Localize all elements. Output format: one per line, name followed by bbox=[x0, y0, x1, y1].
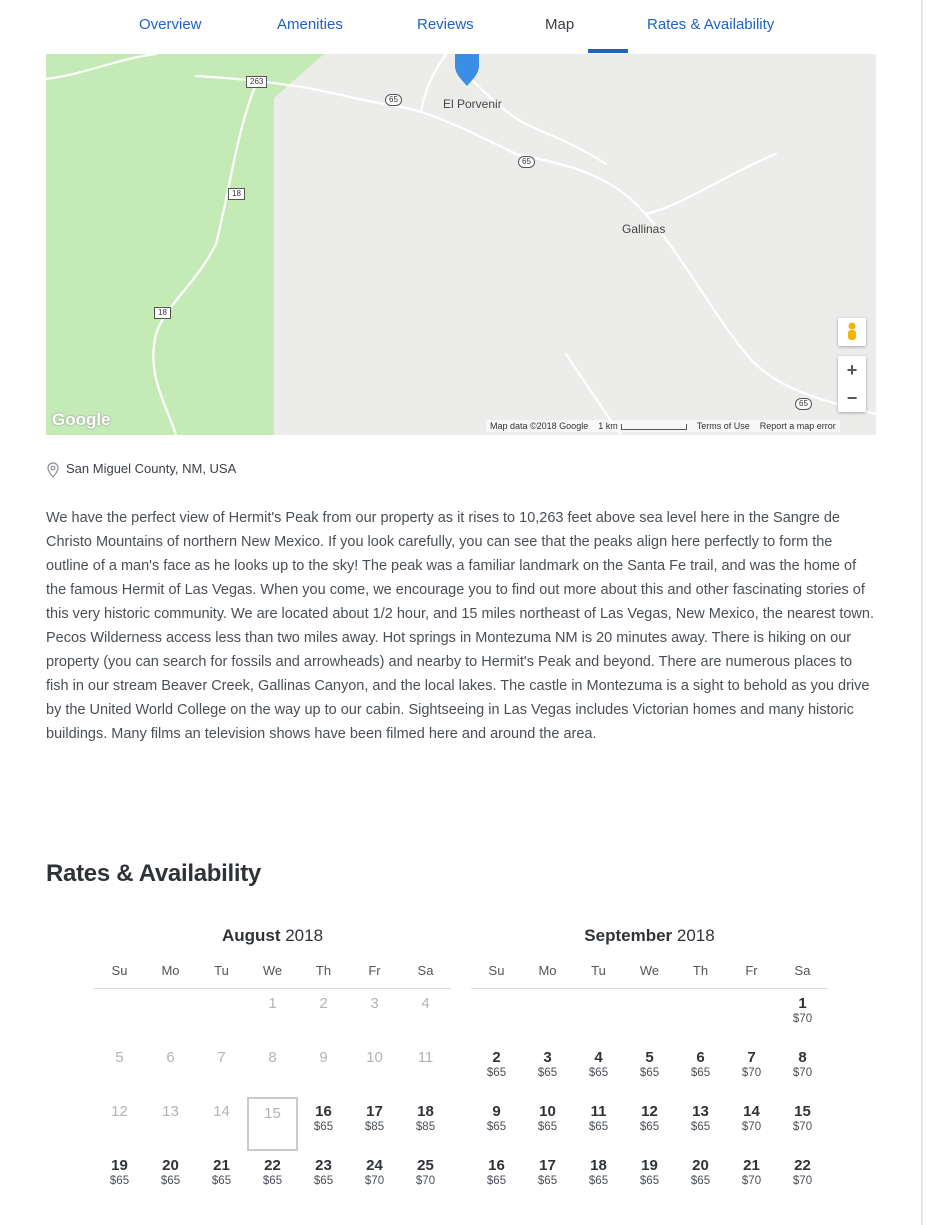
calendar-day[interactable] bbox=[471, 1043, 522, 1097]
tab-rates-availability[interactable]: Rates & Availability bbox=[647, 16, 775, 33]
calendar-day[interactable] bbox=[624, 1151, 675, 1205]
day-number: 9 bbox=[319, 1049, 328, 1066]
day-number: 18 bbox=[417, 1103, 434, 1120]
day-number: 21 bbox=[743, 1157, 760, 1174]
location-text: San Miguel County, NM, USA bbox=[66, 461, 237, 476]
property-map[interactable] bbox=[46, 54, 876, 435]
day-price: $65 bbox=[262, 1175, 283, 1187]
day-number: 6 bbox=[696, 1049, 705, 1066]
calendar-empty-cell bbox=[471, 989, 522, 1043]
day-price: $70 bbox=[415, 1175, 436, 1187]
rates-availability-heading: Rates & Availability bbox=[46, 860, 261, 887]
calendar-day[interactable] bbox=[777, 1043, 828, 1097]
route-shield-65-mid: 65 bbox=[518, 156, 535, 168]
calendar-empty-cell bbox=[573, 989, 624, 1043]
day-number: 13 bbox=[692, 1103, 709, 1120]
day-number: 9 bbox=[492, 1103, 501, 1120]
property-location bbox=[46, 461, 236, 478]
day-price: $65 bbox=[313, 1175, 334, 1187]
day-price: $65 bbox=[109, 1175, 130, 1187]
day-number: 12 bbox=[641, 1103, 658, 1120]
calendar-day bbox=[349, 1043, 400, 1097]
day-number: 14 bbox=[213, 1103, 230, 1120]
day-price: $85 bbox=[415, 1121, 436, 1133]
calendar-day-grid bbox=[94, 989, 451, 1205]
day-number: 5 bbox=[115, 1049, 124, 1066]
day-price: $65 bbox=[639, 1175, 660, 1187]
calendar-day bbox=[298, 989, 349, 1043]
route-shield-18-south: 18 bbox=[154, 307, 171, 319]
day-number: 24 bbox=[366, 1157, 383, 1174]
calendar-day[interactable] bbox=[675, 1151, 726, 1205]
property-description: We have the perfect view of Hermit's Peak from our property as it rises to 10,263 feet above sea level here in the Sangre de Christo Mountains of northern New Mexico. If you look carefully, you can see that the peaks align here perfectly to form the outline of a man's face as he looks up to the sky! The peak was a familiar landmark on the Santa Fe trail, and was the home of the famous Hermit of Las Vegas. When you come, we encourage you to find out more about this and other fascinating stories of this very historic community. We are located about 1/2 hour, and 15 miles northeast of Las Vegas, New Mexico, the nearest town. Pecos Wilderness access less than two miles away. Hot springs in Montezuma NM is 20 minutes away. There is hiking on our property (you can search for fossils and arrowheads) and nearby to Hermit's Peak and beyond. There are numerous places to fish in our stream Beaver Creek, Gallinas Canyon, and the local lakes. The castle in Montezuma is a sight to behold as you drive by the United World College on the way up to our cabin. Sightseeing in Las Vegas includes Victorian homes and many historic buildings. Many films an television shows have been filmed here and around the area. bbox=[46, 510, 875, 742]
day-price: $65 bbox=[690, 1121, 711, 1133]
day-number: 12 bbox=[111, 1103, 128, 1120]
calendar-empty-cell bbox=[624, 989, 675, 1043]
route-shield-18: 18 bbox=[228, 188, 245, 200]
route-shield-263: 263 bbox=[246, 76, 267, 88]
day-price: $70 bbox=[792, 1121, 813, 1133]
day-price: $85 bbox=[364, 1121, 385, 1133]
weekday-header: Su Mo Tu We Th Fr Sa bbox=[94, 954, 451, 989]
day-number: 7 bbox=[747, 1049, 756, 1066]
day-number: 15 bbox=[794, 1103, 811, 1120]
page-right-border bbox=[921, 0, 923, 1225]
calendar-day bbox=[247, 1097, 298, 1151]
calendar-day[interactable] bbox=[298, 1097, 349, 1151]
calendar-day[interactable] bbox=[675, 1043, 726, 1097]
google-logo[interactable]: Google bbox=[52, 410, 111, 429]
day-number: 2 bbox=[492, 1049, 501, 1066]
day-price: $70 bbox=[364, 1175, 385, 1187]
map-attribution bbox=[486, 420, 840, 432]
day-number: 5 bbox=[645, 1049, 654, 1066]
route-shield-65: 65 bbox=[385, 94, 402, 106]
calendar-empty-cell bbox=[726, 989, 777, 1043]
day-number: 20 bbox=[692, 1157, 709, 1174]
tab-reviews[interactable]: Reviews bbox=[417, 16, 474, 33]
calendar-day bbox=[400, 989, 451, 1043]
active-tab-indicator bbox=[588, 49, 628, 53]
calendar-day[interactable] bbox=[349, 1097, 400, 1151]
calendar-august bbox=[94, 926, 451, 1205]
calendar-day bbox=[196, 1043, 247, 1097]
day-number: 10 bbox=[539, 1103, 556, 1120]
day-price: $70 bbox=[741, 1121, 762, 1133]
day-number: 11 bbox=[590, 1103, 607, 1120]
calendar-day[interactable] bbox=[624, 1043, 675, 1097]
calendar-day[interactable] bbox=[471, 1151, 522, 1205]
calendar-empty-cell bbox=[675, 989, 726, 1043]
calendar-empty-cell bbox=[94, 989, 145, 1043]
day-price: $65 bbox=[486, 1121, 507, 1133]
calendar-day[interactable] bbox=[400, 1151, 451, 1205]
day-number: 13 bbox=[162, 1103, 179, 1120]
day-price: $65 bbox=[639, 1121, 660, 1133]
calendar-empty-cell bbox=[522, 989, 573, 1043]
day-price: $65 bbox=[537, 1121, 558, 1133]
day-price: $65 bbox=[486, 1175, 507, 1187]
day-number: 15 bbox=[264, 1105, 281, 1122]
day-number: 17 bbox=[366, 1103, 383, 1120]
zoom-controls bbox=[838, 356, 866, 412]
day-price: $65 bbox=[690, 1175, 711, 1187]
calendar-day bbox=[196, 1097, 247, 1151]
place-label-gallinas: Gallinas bbox=[622, 222, 666, 236]
calendar-day[interactable] bbox=[196, 1151, 247, 1205]
day-price: $65 bbox=[537, 1175, 558, 1187]
calendar-day[interactable] bbox=[522, 1043, 573, 1097]
day-number: 17 bbox=[539, 1157, 556, 1174]
calendar-day[interactable] bbox=[573, 1043, 624, 1097]
map-scale-label[interactable]: 1 km bbox=[598, 421, 618, 431]
calendar-day[interactable] bbox=[471, 1097, 522, 1151]
calendar-day[interactable] bbox=[522, 1097, 573, 1151]
day-price: $70 bbox=[792, 1175, 813, 1187]
day-number: 16 bbox=[488, 1157, 505, 1174]
map-canvas bbox=[46, 54, 876, 435]
calendar-day[interactable] bbox=[777, 989, 828, 1043]
day-price: $65 bbox=[486, 1067, 507, 1079]
tab-map[interactable]: Map bbox=[545, 16, 575, 33]
calendar-day bbox=[349, 989, 400, 1043]
day-number: 23 bbox=[315, 1157, 332, 1174]
report-map-error-link[interactable]: Report a map error bbox=[759, 421, 836, 431]
calendar-september bbox=[471, 926, 828, 1205]
calendar-day bbox=[247, 989, 298, 1043]
calendar-month-title: August 2018 bbox=[221, 926, 324, 945]
day-price: $65 bbox=[537, 1067, 558, 1079]
calendar-month-title: September 2018 bbox=[584, 926, 715, 945]
day-number: 18 bbox=[590, 1157, 607, 1174]
calendar-day[interactable] bbox=[400, 1097, 451, 1151]
pegman-icon bbox=[838, 318, 866, 346]
day-number: 6 bbox=[166, 1049, 175, 1066]
day-number: 4 bbox=[594, 1049, 603, 1066]
calendar-day[interactable] bbox=[726, 1043, 777, 1097]
day-number: 7 bbox=[217, 1049, 226, 1066]
street-view-pegman-icon[interactable] bbox=[838, 318, 866, 346]
day-price: $65 bbox=[588, 1175, 609, 1187]
day-number: 21 bbox=[213, 1157, 230, 1174]
forest-area bbox=[46, 54, 324, 435]
day-number: 2 bbox=[319, 995, 328, 1012]
calendar-day[interactable] bbox=[777, 1097, 828, 1151]
day-number: 16 bbox=[315, 1103, 332, 1120]
road-north bbox=[466, 74, 606, 164]
calendar-day[interactable] bbox=[726, 1097, 777, 1151]
day-number: 3 bbox=[543, 1049, 552, 1066]
day-number: 4 bbox=[421, 995, 430, 1012]
terms-of-use-link[interactable]: Terms of Use bbox=[696, 421, 750, 431]
calendar-day bbox=[145, 1097, 196, 1151]
map-data-credit: Map data ©2018 Google bbox=[490, 421, 589, 431]
zoom-in-button[interactable]: + bbox=[846, 360, 858, 380]
day-price: $65 bbox=[313, 1121, 334, 1133]
day-number: 20 bbox=[162, 1157, 179, 1174]
calendar-day[interactable] bbox=[145, 1151, 196, 1205]
calendar-day[interactable] bbox=[298, 1151, 349, 1205]
location-pin-icon bbox=[46, 462, 60, 478]
calendar-day[interactable] bbox=[573, 1097, 624, 1151]
day-number: 22 bbox=[794, 1157, 811, 1174]
section-tabs bbox=[46, 0, 876, 55]
calendar-day[interactable] bbox=[522, 1151, 573, 1205]
day-price: $65 bbox=[690, 1067, 711, 1079]
day-number: 19 bbox=[111, 1157, 128, 1174]
day-price: $70 bbox=[792, 1013, 813, 1025]
day-price: $70 bbox=[741, 1067, 762, 1079]
calendar-day bbox=[94, 1043, 145, 1097]
calendar-day bbox=[145, 1043, 196, 1097]
scale-bar bbox=[621, 424, 687, 430]
day-number: 10 bbox=[366, 1049, 383, 1066]
calendar-day[interactable] bbox=[624, 1097, 675, 1151]
calendar-day[interactable] bbox=[726, 1151, 777, 1205]
calendar-day[interactable] bbox=[247, 1151, 298, 1205]
day-number: 1 bbox=[798, 995, 807, 1012]
day-number: 8 bbox=[798, 1049, 807, 1066]
day-price: $65 bbox=[160, 1175, 181, 1187]
day-number: 1 bbox=[268, 995, 277, 1012]
weekday-header: Su Mo Tu We Th Fr Sa bbox=[471, 954, 828, 989]
calendar-day bbox=[400, 1043, 451, 1097]
place-label-el-porvenir: El Porvenir bbox=[443, 97, 502, 111]
zoom-out-button[interactable]: − bbox=[846, 388, 858, 408]
day-number: 19 bbox=[641, 1157, 658, 1174]
day-price: $70 bbox=[741, 1175, 762, 1187]
tab-overview[interactable]: Overview bbox=[139, 16, 202, 33]
road-east bbox=[646, 154, 776, 214]
day-number: 14 bbox=[743, 1103, 760, 1120]
calendar-day[interactable] bbox=[573, 1151, 624, 1205]
day-number: 11 bbox=[417, 1049, 434, 1066]
calendar-empty-cell bbox=[196, 989, 247, 1043]
road-65 bbox=[196, 76, 876, 414]
calendar-day-grid bbox=[471, 989, 828, 1205]
day-number: 3 bbox=[370, 995, 379, 1012]
calendar-day[interactable] bbox=[94, 1151, 145, 1205]
calendar-day[interactable] bbox=[349, 1151, 400, 1205]
day-price: $70 bbox=[792, 1067, 813, 1079]
day-price: $65 bbox=[211, 1175, 232, 1187]
day-price: $65 bbox=[588, 1121, 609, 1133]
calendar-empty-cell bbox=[145, 989, 196, 1043]
day-number: 22 bbox=[264, 1157, 281, 1174]
calendar-day bbox=[94, 1097, 145, 1151]
calendar-day[interactable] bbox=[777, 1151, 828, 1205]
day-price: $65 bbox=[639, 1067, 660, 1079]
day-number: 8 bbox=[268, 1049, 277, 1066]
tab-amenities[interactable]: Amenities bbox=[277, 16, 343, 33]
route-shield-65-east: 65 bbox=[795, 398, 812, 410]
day-number: 25 bbox=[417, 1157, 434, 1174]
day-price: $65 bbox=[588, 1067, 609, 1079]
calendar-day bbox=[247, 1043, 298, 1097]
calendar-day[interactable] bbox=[675, 1097, 726, 1151]
calendar-day bbox=[298, 1043, 349, 1097]
